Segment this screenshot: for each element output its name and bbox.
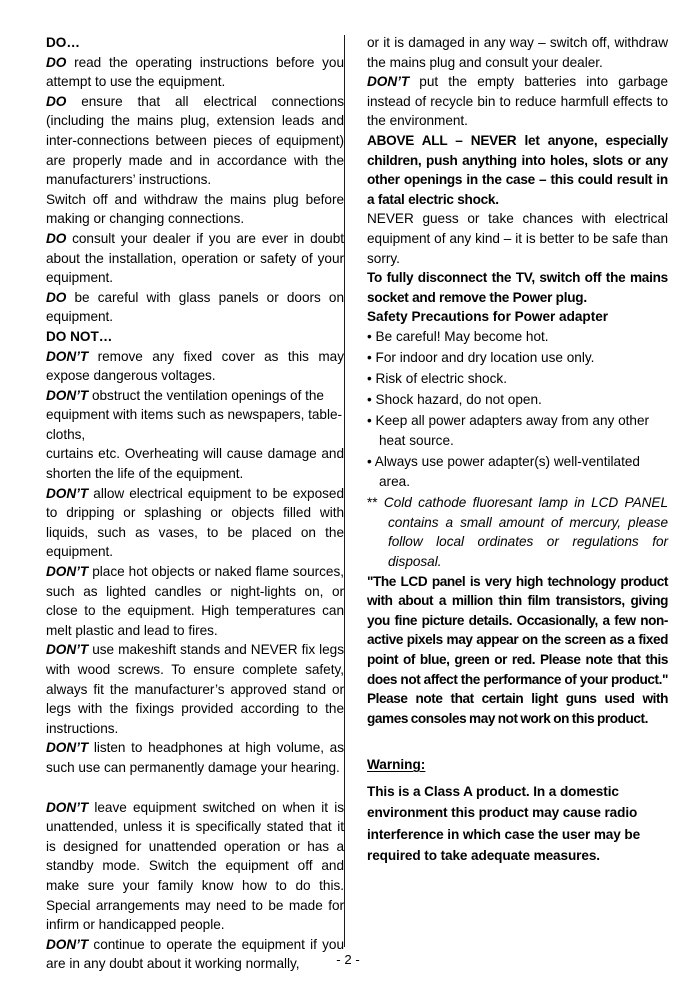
mercury-disposal-note — [367, 493, 668, 571]
dont-item-5 — [46, 640, 344, 738]
do-not-heading: DO NOT… — [46, 328, 113, 344]
dont-lead: DON’T — [46, 387, 89, 403]
dont-item-1 — [46, 347, 344, 386]
dont-lead: DON’T — [46, 348, 89, 364]
dont-batteries-text: put the empty batteries into garbage instead of recycle bin to reduce harmfull effects to the environment. — [367, 74, 668, 129]
dont-lead: DON’T — [367, 74, 410, 90]
switch-off-paragraph: Switch off and withdraw the mains plug before making or changing connections. — [46, 191, 344, 227]
warning-gap — [367, 728, 668, 755]
list-item-text: Be careful! May become hot. — [375, 328, 549, 344]
bullet-icon: • — [367, 392, 372, 408]
do-item-1 — [46, 53, 344, 92]
list-item — [367, 369, 668, 389]
list-item — [367, 452, 668, 491]
list-item-text: Risk of electric shock. — [375, 371, 507, 387]
mercury-note-text: Cold cathode fluoresant lamp in LCD PANEL contains a small amount of mercury, please follow local ordinates or regulations for disposal. — [383, 495, 668, 569]
do-item-4 — [46, 229, 344, 288]
page-number: - 2 - — [336, 952, 360, 967]
do-lead: DO — [46, 93, 67, 109]
list-item-text: Shock hazard, do not open. — [375, 392, 542, 408]
column-divider — [344, 35, 345, 947]
do-lead: DO — [46, 289, 67, 305]
list-item — [367, 411, 668, 450]
curtains-paragraph: curtains etc. Overheating will cause damage and shorten the life of the equipment. — [46, 446, 344, 482]
dont-lead: DON’T — [46, 799, 89, 815]
warning-body: This is a Class A product. In a domestic environment this product may cause radio interference in which case the user may be required to take adequate measures. — [367, 783, 641, 864]
dont-batteries — [367, 72, 668, 131]
dont-item-7 — [46, 798, 344, 935]
do-lead: DO — [46, 230, 67, 246]
do-item-2 — [46, 92, 344, 190]
dont-item-6-text: listen to headphones at high volume, as such use can permanently damage your hearing. — [46, 740, 344, 775]
list-item-text: For indoor and dry location use only. — [375, 350, 595, 365]
dont-item-2 — [46, 386, 344, 445]
list-item — [367, 390, 668, 410]
dont-item-4-text: place hot objects or naked flame sources, such as lighted candles or night-lights on, or close to the equipment. High temperatures can melt plastic and lead to fires. — [46, 564, 344, 638]
dont-item-7-text: leave equipment switched on when it is unattended, unless it is specifically stated that it is designed for unattended operation or has a standby mode. Switch the equipment off and make sure your family know how to do this. Special arrangements may need to be made for infirm or handicapped people. — [46, 799, 344, 933]
do-lead: DO — [46, 54, 67, 70]
list-item-text: Always use power adapter(s) well-ventilated area. — [374, 453, 640, 489]
do-heading: DO… — [46, 35, 80, 50]
disconnect-tv-instruction: To fully disconnect the TV, switch off the mains socket and remove the Power plug. — [367, 270, 668, 305]
dont-lead: DON’T — [46, 642, 89, 658]
left-column — [46, 33, 344, 974]
dont-item-3-text: allow electrical equipment to be exposed to dripping or splashing or objects filled with liquids, such as vases, to be placed on the equipment. — [46, 485, 344, 560]
do-item-5 — [46, 288, 344, 327]
do-item-1-text: read the operating instructions before you attempt to use the equipment. — [46, 54, 344, 90]
lcd-panel-note: "The LCD panel is very high technology product with about a million thin film transistors, giving you fine picture details. Occasionally, a few non-active pixels may appear on the screen as a fixed point of blue, green or red. Please note that this does not affect the performance of your product." Please note that certain light guns used with games consoles may not work on this product. — [367, 573, 668, 726]
dont-lead: DON’T — [46, 740, 89, 756]
above-all-warning: ABOVE ALL – NEVER let anyone, especially children, push anything into holes, slots or any other openings in the case – this could result in a fatal electric shock. — [367, 132, 668, 207]
bullet-icon: • — [367, 350, 372, 365]
right-column — [367, 33, 668, 867]
power-adapter-bullet-list — [367, 327, 668, 491]
continuation-paragraph: or it is damaged in any way – switch off, withdraw the mains plug and consult your dealer. — [367, 35, 668, 70]
warning-heading — [367, 755, 668, 775]
dont-item-4 — [46, 562, 344, 640]
dont-item-6 — [46, 738, 344, 777]
dont-lead: DON’T — [46, 485, 89, 501]
list-item — [367, 348, 668, 368]
never-guess-paragraph: NEVER guess or take chances with electrical equipment of any kind – it is better to be safe than sorry. — [367, 211, 668, 266]
dont-item-8-text: continue to operate the equipment if you are in any doubt about it working normally, — [46, 936, 344, 972]
dont-item-1-text: remove any fixed cover as this may expose dangerous voltages. — [46, 348, 344, 384]
dont-item-3 — [46, 484, 344, 562]
bullet-icon: • — [367, 371, 372, 387]
dont-lead: DON’T — [46, 936, 89, 952]
warning-heading-text: Warning: — [367, 757, 426, 773]
bullet-icon: • — [367, 413, 372, 429]
do-item-5-text: be careful with glass panels or doors on equipment. — [46, 289, 344, 325]
note-marker: ** — [367, 495, 378, 511]
dont-item-2-text: obstruct the ventilation openings of the equipment with items such as newspapers, table-cloths, — [46, 387, 343, 442]
do-item-4-text: consult your dealer if you are ever in doubt about the installation, operation or safety of your equipment. — [46, 230, 344, 286]
bullet-icon: • — [367, 328, 372, 344]
paragraph-gap — [46, 778, 344, 798]
list-item — [367, 327, 668, 347]
power-adapter-heading: Safety Precautions for Power adapter — [367, 309, 609, 325]
dont-lead: DON’T — [46, 564, 89, 580]
list-item-text: Keep all power adapters away from any other heat source. — [375, 413, 650, 448]
bullet-icon: • — [367, 453, 372, 469]
dont-item-5-text: use makeshift stands and NEVER fix legs with wood screws. To ensure complete safety, always fit the manufacturer’s approved stand or legs with the fixings provided according to the instructions. — [46, 642, 344, 736]
do-item-2-text: ensure that all electrical connections (including the mains plug, extension leads and inter-connections between pieces of equipment) are properly made and in accordance with the manufacturers’ instructions. — [46, 93, 344, 188]
